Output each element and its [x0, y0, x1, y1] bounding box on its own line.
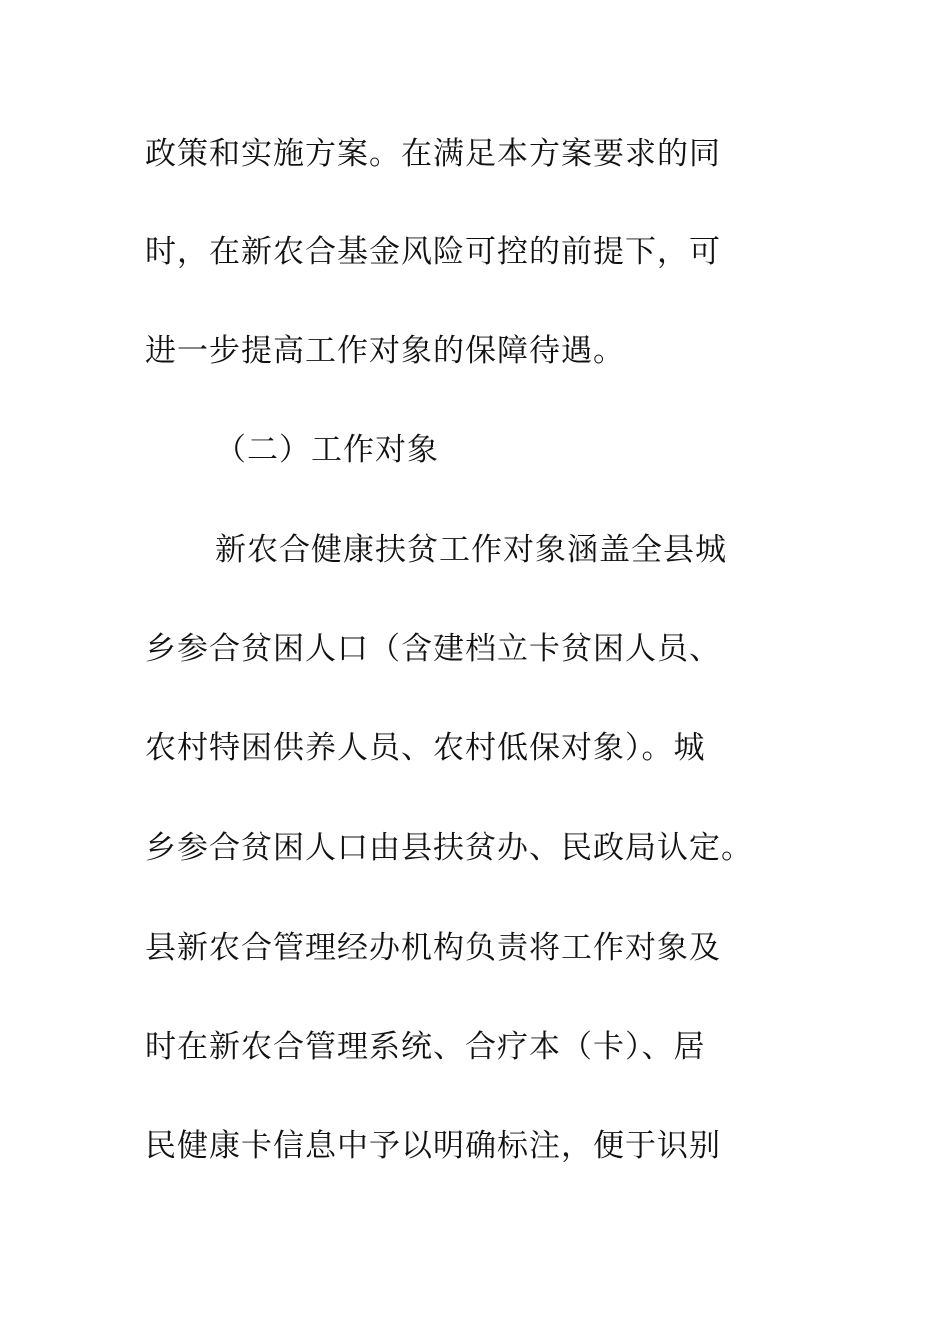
text-line: 乡参合贫困人口由县扶贫办、民政局认定。 [145, 830, 753, 866]
text-line: 进一步提高工作对象的保障待遇。 [145, 333, 625, 369]
text-line: 县新农合管理经办机构负责将工作对象及 [145, 930, 721, 966]
text-line: 乡参合贫困人口（含建档立卡贫困人员、 [145, 631, 721, 667]
text-line: 时在新农合管理系统、合疗本（卡）、居 [145, 1029, 706, 1065]
text-line: 农村特困供养人员、农村低保对象）。城 [145, 730, 706, 766]
section-heading: （二）工作对象 [215, 432, 439, 468]
text-line: 时，在新农合基金风险可控的前提下，可 [145, 234, 721, 270]
text-line: 民健康卡信息中予以明确标注，便于识别 [145, 1128, 721, 1164]
text-line: 政策和实施方案。在满足本方案要求的同 [145, 136, 721, 172]
text-line: 新农合健康扶贫工作对象涵盖全县城 [215, 532, 727, 568]
